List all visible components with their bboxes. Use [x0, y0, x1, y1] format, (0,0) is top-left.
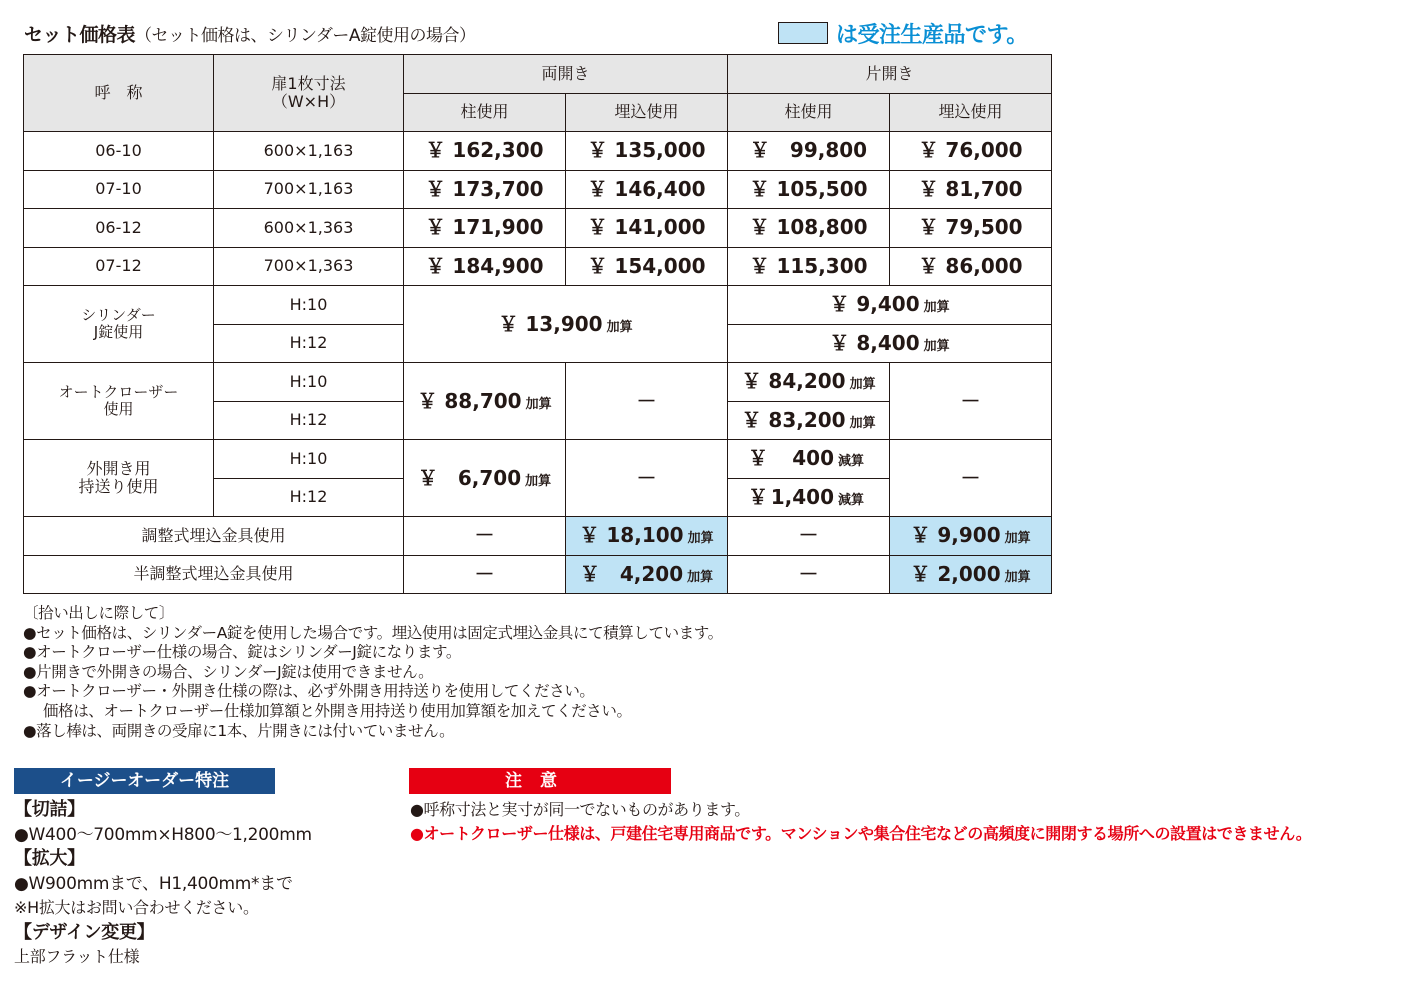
caution-header: 注意 [409, 768, 671, 794]
outswing-single-embed: － [890, 440, 1052, 517]
height-h12: H:12 [214, 401, 404, 440]
autocloser-double-embed: － [566, 363, 728, 440]
semi-adjustable-row [24, 555, 1052, 594]
header-single-embed: 埋込使用 [890, 93, 1052, 132]
table-row [24, 209, 1052, 248]
autocloser-single-h12: ￥ 83,200 加算 [728, 401, 890, 440]
header-name: 呼 称 [24, 55, 214, 132]
cylinder-row-h10 [24, 286, 1052, 325]
cylinder-single-h10: ￥ 9,400 加算 [728, 286, 1052, 325]
price-cell: ￥ 76,000 [890, 132, 1052, 171]
title-sub: （セット価格は、シリンダーA錠使用の場合） [135, 26, 476, 46]
height-h10: H:10 [214, 440, 404, 479]
adjustable-label: 調整式埋込金具使用 [24, 517, 404, 556]
header-row-1 [24, 55, 1052, 94]
easy-order-body [14, 798, 312, 970]
price-cell: ￥ 146,400 [566, 170, 728, 209]
header-double: 両開き [404, 55, 728, 94]
header-double-post: 柱使用 [404, 93, 566, 132]
cylinder-label: シリンダー J錠使用 [24, 286, 214, 363]
height-h10: H:10 [214, 363, 404, 402]
note-item: 価格は、オートクローザー仕様加算額と外開き用持送り使用加算額を加えてください。 [43, 701, 632, 720]
row-name: 06-10 [24, 132, 214, 171]
table-row [24, 247, 1052, 286]
autocloser-label: オートクローザー 使用 [24, 363, 214, 440]
outswing-label: 外開き用 持送り使用 [24, 440, 214, 517]
price-cell: ￥ 108,800 [728, 209, 890, 248]
row-size: 700×1,363 [214, 247, 404, 286]
price-cell: ￥ 162,300 [404, 132, 566, 171]
row-size: 700×1,163 [214, 170, 404, 209]
outswing-single-h12: ￥ 1,400 減算 [728, 478, 890, 517]
price-cell: ￥ 99,800 [728, 132, 890, 171]
autocloser-single-embed: － [890, 363, 1052, 440]
height-h12: H:12 [214, 478, 404, 517]
note-item: ●セット価格は、シリンダーA錠を使用した場合です。埋込使用は固定式埋込金具にて積算しています。 [23, 623, 723, 642]
price-cell: ￥ 173,700 [404, 170, 566, 209]
row-name: 06-12 [24, 209, 214, 248]
price-cell: ￥ 105,500 [728, 170, 890, 209]
semi-double-embed: ￥ 4,200 加算 [566, 555, 728, 594]
autocloser-row-h10 [24, 363, 1052, 402]
expand-heading: 【拡大】 [14, 848, 85, 869]
price-cell: ￥ 184,900 [404, 247, 566, 286]
expand-note: ※H拡大はお問い合わせください。 [14, 898, 259, 917]
outswing-double-embed: － [566, 440, 728, 517]
cylinder-double-price: ￥ 13,900 加算 [404, 286, 728, 363]
legend-text: は受注生産品です。 [836, 23, 1028, 48]
design-text: 上部フラット仕様 [14, 947, 140, 966]
note-item: ●オートクローザー仕様の場合、錠はシリンダーJ錠になります。 [23, 643, 461, 662]
cylinder-single-h12: ￥ 8,400 加算 [728, 324, 1052, 363]
legend-swatch [778, 22, 828, 44]
semi-single-post: － [728, 555, 890, 594]
price-cell: ￥ 135,000 [566, 132, 728, 171]
price-cell: ￥ 81,700 [890, 170, 1052, 209]
height-h10: H:10 [214, 286, 404, 325]
title-main: セット価格表 [24, 24, 136, 46]
design-heading: 【デザイン変更】 [14, 921, 155, 943]
page-title [24, 20, 475, 47]
note-item: ●片開きで外開きの場合、シリンダーJ錠は使用できません。 [23, 662, 434, 681]
autocloser-double-post: ￥ 88,700 加算 [404, 363, 566, 440]
caution-body [410, 798, 1311, 846]
row-name: 07-12 [24, 247, 214, 286]
note-item: ●落し棒は、両開きの受扉に1本、片開きには付いていません。 [23, 721, 455, 740]
notes-block [23, 604, 723, 741]
row-name: 07-10 [24, 170, 214, 209]
table-row [24, 132, 1052, 171]
price-cell: ￥ 154,000 [566, 247, 728, 286]
row-size: 600×1,163 [214, 132, 404, 171]
price-table [23, 54, 1052, 594]
semi-double-post: － [404, 555, 566, 594]
outswing-single-h10: ￥ 400 減算 [728, 440, 890, 479]
header-single-post: 柱使用 [728, 93, 890, 132]
outswing-row-h10 [24, 440, 1052, 479]
notes-heading: 〔拾い出しに際して〕 [23, 604, 175, 622]
autocloser-single-h10: ￥ 84,200 加算 [728, 363, 890, 402]
price-cell: ￥ 79,500 [890, 209, 1052, 248]
price-cell: ￥ 115,300 [728, 247, 890, 286]
height-h12: H:12 [214, 324, 404, 363]
semi-single-embed: ￥ 2,000 加算 [890, 555, 1052, 594]
expand-text: ●W900mmまで、H1,400mm*まで [14, 873, 293, 894]
cut-text: ●W400～700mm×H800～1,200mm [14, 824, 312, 845]
easy-order-header: イージーオーダー特注 [14, 768, 275, 794]
adjustable-row [24, 517, 1052, 556]
adjustable-double-embed: ￥ 18,100 加算 [566, 517, 728, 556]
price-cell: ￥ 171,900 [404, 209, 566, 248]
price-cell: ￥ 141,000 [566, 209, 728, 248]
adjustable-double-post: － [404, 517, 566, 556]
adjustable-single-post: － [728, 517, 890, 556]
table-row [24, 170, 1052, 209]
caution-line-1: ●呼称寸法と実寸が同一でないものがあります。 [410, 800, 750, 819]
caution-line-2: ●オートクローザー仕様は、戸建住宅専用商品です。マンションや集合住宅などの高頻度に開閉する場所への設置はできません。 [410, 824, 1312, 843]
note-item: ●オートクローザー・外開き仕様の際は、必ず外開き用持送りを使用してください。 [23, 682, 595, 701]
outswing-double-post: ￥ 6,700 加算 [404, 440, 566, 517]
cut-heading: 【切詰】 [14, 799, 85, 820]
adjustable-single-embed: ￥ 9,900 加算 [890, 517, 1052, 556]
semi-adjustable-label: 半調整式埋込金具使用 [24, 555, 404, 594]
row-size: 600×1,363 [214, 209, 404, 248]
header-size: 扉1枚寸法 （W×H） [214, 55, 404, 132]
price-cell: ￥ 86,000 [890, 247, 1052, 286]
header-double-embed: 埋込使用 [566, 93, 728, 132]
header-single: 片開き [728, 55, 1052, 94]
